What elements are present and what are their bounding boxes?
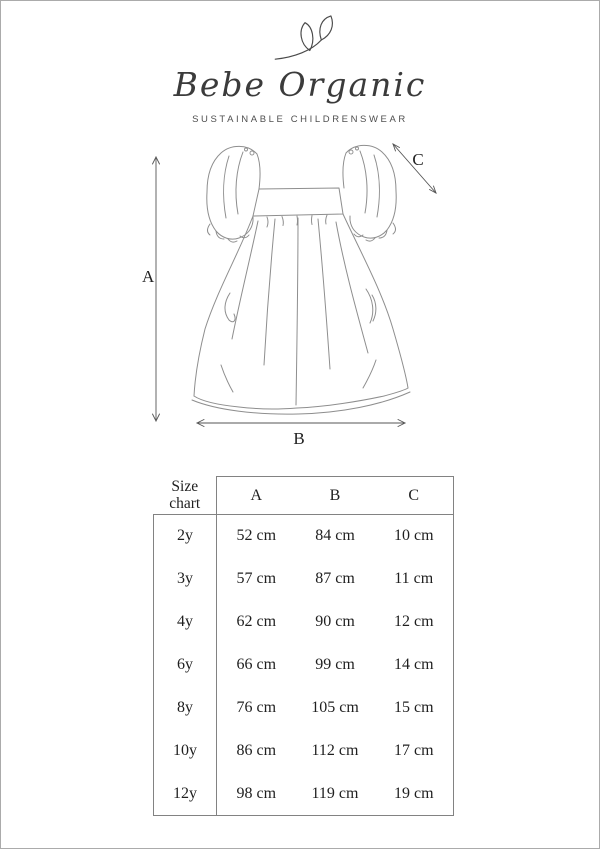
dress-skirt-hook-folds [225,289,376,323]
brand-logo [1,15,599,125]
value-c: 15 cm [375,687,454,730]
table-row-4y [154,601,454,644]
table-row-3y [154,558,454,601]
dimension-label-b: B [293,429,305,448]
value-c: 17 cm [375,730,454,773]
value-a: 86 cm [217,730,296,773]
dress-skirt-lower-folds [221,360,376,392]
leaf-branch-icon [6,15,600,63]
value-a: 66 cm [217,644,296,687]
size-label: 4y [154,601,217,644]
leaf-branch-icon-svg [273,15,337,63]
value-a: 62 cm [217,601,296,644]
value-b: 84 cm [315,527,355,545]
value-a: 76 cm [217,687,296,730]
dress-skirt-left-edge [194,216,253,396]
size-label: 6y [154,644,217,687]
size-label: 10y [154,730,217,773]
dimension-label-c: C [412,150,424,169]
dress-sketch [192,145,410,414]
dress-left-sleeve-folds [224,152,243,218]
brand-tagline: SUSTAINABLE CHILDRENSWEAR [192,114,408,125]
table-row-6y [154,644,454,687]
value-b: 90 cm [315,613,355,630]
value-a: 57 cm [217,558,296,601]
dress-left-sleeve [207,146,260,239]
column-header-b: B [296,477,375,515]
dress-hem [194,388,408,409]
value-c: 14 cm [375,644,454,687]
table-row-10y [154,730,454,773]
dress-right-sleeve-gather [356,147,359,150]
table-row-2y [154,515,454,558]
value-c: 12 cm [375,601,454,644]
table-header-row [154,477,454,515]
table-row-8y [154,687,454,730]
size-label: 8y [154,687,217,730]
dress-measurement-diagram [141,141,461,451]
value-b: 112 cm [311,742,359,759]
dress-right-sleeve-gather [349,150,353,154]
leaf-stem [275,40,321,59]
value-b: 87 cm [315,570,355,587]
size-chart-title: Size chart [154,477,217,515]
size-label: 2y [154,515,217,558]
dimension-label-a: A [142,267,155,286]
size-label: 3y [154,558,217,601]
dress-bodice [253,188,343,216]
leaf-left [301,23,313,51]
table-row-12y [154,773,454,816]
dress-left-sleeve-gather [250,151,254,155]
column-header-a: A [217,477,296,515]
value-c: 10 cm [375,515,454,558]
dress-left-sleeve-gather [245,148,248,151]
value-c: 19 cm [375,773,454,816]
brand-name: Bebe Organic [173,65,427,104]
dress-right-sleeve-folds [360,151,379,217]
value-a: 98 cm [217,773,296,816]
size-chart-table [153,476,454,816]
value-a: 52 cm [217,515,296,558]
dress-hem-facing [192,392,410,414]
dress-right-cuff-curls [354,223,396,241]
value-b: 105 cm [311,699,359,716]
leaf-tip [320,16,333,40]
value-b: 99 cm [315,656,355,673]
value-c: 11 cm [375,558,454,601]
value-b: 119 cm [296,773,375,816]
dress-skirt-folds [232,218,368,405]
dress-right-sleeve [343,145,396,238]
size-label: 12y [154,773,217,816]
column-header-c: C [375,477,454,515]
